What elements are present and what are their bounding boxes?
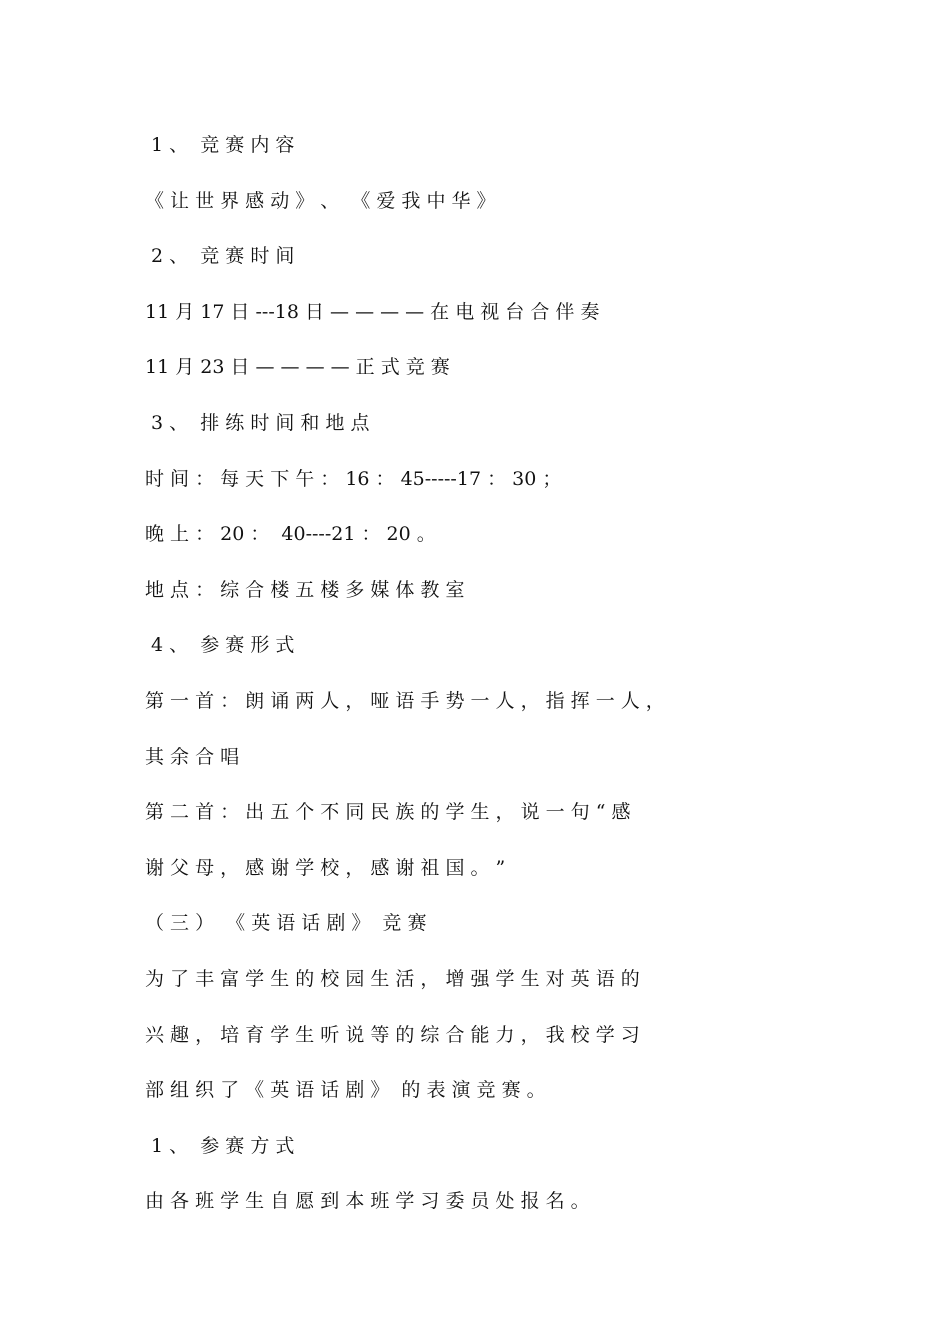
second-song-line-2: 谢 父 母 ， 感 谢 学 校 ， 感 谢 祖 国 。 ” <box>145 857 506 879</box>
paragraph-line-2: 兴 趣 ， 培 育 学 生 听 说 等 的 综 合 能 力 ， 我 校 学 习 <box>145 1024 640 1046</box>
heading-rehearsal-time-place: 3 、 排 练 时 间 和 地 点 <box>145 412 370 434</box>
first-song-line-2: 其 余 合 唱 <box>145 746 240 768</box>
registration-line: 由 各 班 学 生 自 愿 到 本 班 学 习 委 员 处 报 名 。 <box>145 1190 590 1212</box>
rehearsal-time-evening: 晚 上 ： 20 ： 40----21 ： 20 。 <box>145 523 436 545</box>
heading-participation-method: 1 、 参 赛 方 式 <box>145 1135 295 1157</box>
paragraph-line-1: 为 了 丰 富 学 生 的 校 园 生 活 ， 增 强 学 生 对 英 语 的 <box>145 968 640 990</box>
rehearsal-time-afternoon: 时 间 ： 每 天 下 午 ： 16 ： 45-----17 ： 30 ； <box>145 468 562 490</box>
heading-participation-form: 4 、 参 赛 形 式 <box>145 634 295 656</box>
song-titles: 《 让 世 界 感 动 》 、 《 爱 我 中 华 》 <box>145 190 496 212</box>
first-song-line-1: 第 一 首 ： 朗 诵 两 人 ， 哑 语 手 势 一 人 ， 指 挥 一 人 ， <box>145 690 665 712</box>
heading-competition-content: 1 、 竞 赛 内 容 <box>145 134 295 156</box>
second-song-line-1: 第 二 首 ： 出 五 个 不 同 民 族 的 学 生 ， 说 一 句 “ 感 <box>145 801 631 823</box>
heading-competition-time: 2 、 竞 赛 时 间 <box>145 245 295 267</box>
rehearsal-place: 地 点 ： 综 合 楼 五 楼 多 媒 体 教 室 <box>145 579 465 601</box>
paragraph-line-3: 部 组 织 了 《 英 语 话 剧 》 的 表 演 竞 赛 。 <box>145 1079 546 1101</box>
time-line-rehearsal: 11 月 17 日 ---18 日 — — — — 在 电 视 台 合 伴 奏 <box>145 301 600 323</box>
time-line-formal: 11 月 23 日 — — — — 正 式 竞 赛 <box>145 356 450 378</box>
section-three-heading: （ 三 ） 《 英 语 话 剧 》 竞 赛 <box>145 912 427 934</box>
